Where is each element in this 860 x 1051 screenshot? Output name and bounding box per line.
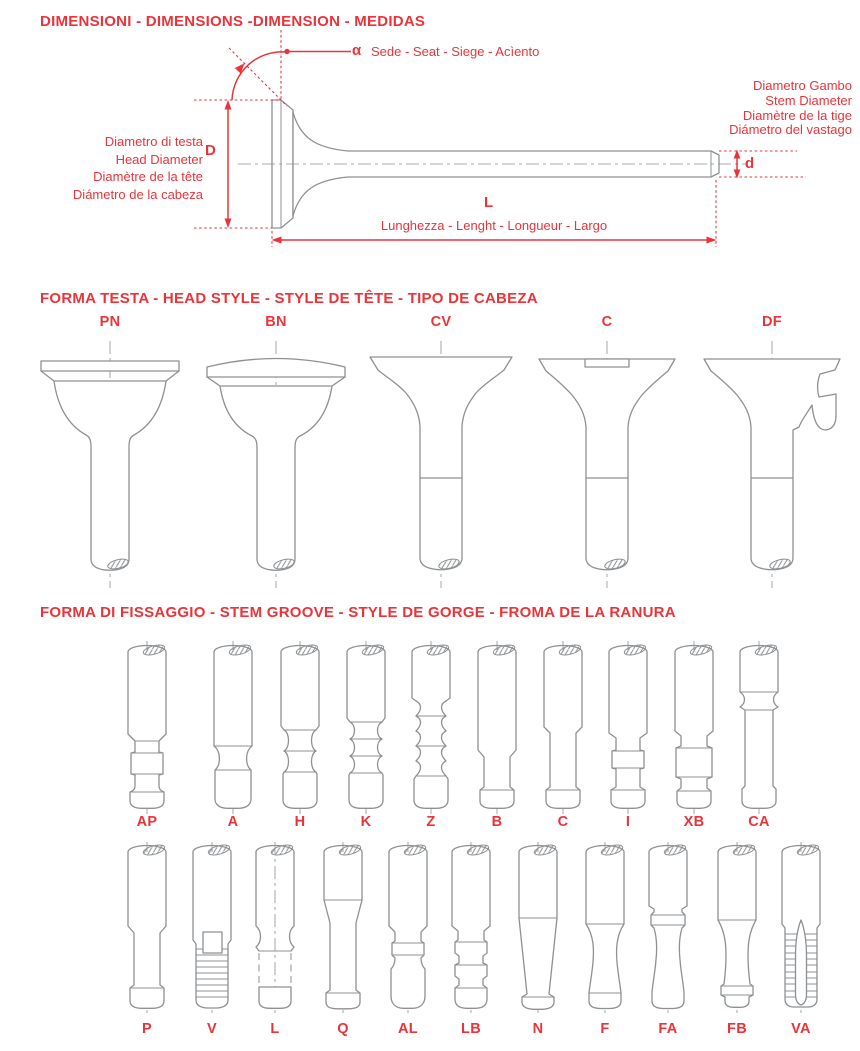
length-symbol: L <box>484 194 494 211</box>
leader-dot <box>284 49 289 54</box>
stem-groove-l-drawing <box>256 842 294 1013</box>
stem-groove-row1-drawings <box>0 638 860 820</box>
groove-label-ap: AP <box>136 814 158 830</box>
head-style-cv-drawing <box>370 341 512 588</box>
stem-groove-f-drawing <box>586 842 624 1013</box>
stem-groove-k-drawing <box>347 641 385 814</box>
stem-groove-ap-drawing <box>128 641 166 814</box>
stem-groove-h-drawing <box>281 641 319 814</box>
stem-groove-xb-drawing <box>675 641 713 814</box>
stem-diameter-line-fr: Diamètre de la tige <box>742 107 852 123</box>
groove-label-z: Z <box>426 814 436 830</box>
stem-groove-row2-drawings <box>0 838 860 1018</box>
stem-groove-ca-drawing <box>740 641 778 814</box>
center-point-cone <box>796 920 807 1005</box>
head-style-section-title: FORMA TESTA - HEAD STYLE - STYLE DE TÊTE - TIPO DE CABEZA <box>40 290 538 307</box>
groove-label-va: VA <box>791 1021 811 1037</box>
stem-diameter-label-block <box>729 79 852 138</box>
stem-groove-i-drawing <box>609 641 647 814</box>
stem-diameter-line-it: Diametro Gambo <box>753 78 852 93</box>
head-style-df-drawing <box>704 341 840 588</box>
head-diameter-line-fr: Diamètre de la tête <box>93 169 203 184</box>
head-style-label-cv: CV <box>430 314 452 330</box>
stem-groove-al-drawing <box>389 842 427 1013</box>
head-style-bn-drawing <box>207 341 345 588</box>
groove-label-xb: XB <box>683 814 705 830</box>
stem-diameter-line-en: Stem Diameter <box>765 92 852 108</box>
stem-groove-c-drawing <box>544 641 582 814</box>
head-style-label-c: C <box>601 314 613 330</box>
head-style-c-drawing <box>539 341 675 588</box>
stem-diameter-symbol: d <box>745 155 755 172</box>
groove-label-ca: CA <box>748 814 770 830</box>
length-label: Lunghezza - Lenght - Longueur - Largo <box>380 218 608 233</box>
stem-groove-v-drawing <box>193 842 231 1013</box>
head-diameter-line-it: Diametro di testa <box>104 134 203 149</box>
groove-label-a: A <box>227 814 239 830</box>
stem-groove-fb-drawing <box>718 842 756 1013</box>
groove-label-h: H <box>294 814 306 830</box>
head-recess-notch <box>585 359 629 367</box>
head-diameter-line-en: Head Diameter <box>115 151 203 167</box>
stem-diameter-line-es: Diámetro del vastago <box>729 122 852 138</box>
head-style-drawings <box>0 338 860 594</box>
groove-label-n: N <box>532 1021 544 1037</box>
groove-label-b: B <box>491 814 503 830</box>
groove-label-al: AL <box>398 1021 418 1037</box>
stem-groove-a-drawing <box>214 641 252 814</box>
head-style-label-df: DF <box>762 314 782 330</box>
stem-groove-section-title: FORMA DI FISSAGGIO - STEM GROOVE - STYLE DE GORGE - FROMA DE LA RANURA <box>40 604 676 621</box>
stem-groove-fa-drawing <box>649 842 687 1013</box>
groove-label-lb: LB <box>461 1021 481 1037</box>
groove-label-c: C <box>557 814 569 830</box>
alpha-symbol: α <box>352 42 362 59</box>
stem-groove-q-drawing <box>324 842 362 1013</box>
groove-label-f: F <box>600 1021 610 1037</box>
head-style-label-pn: PN <box>99 314 121 330</box>
head-style-label-bn: BN <box>265 314 287 330</box>
stem-groove-z-drawing <box>412 641 450 814</box>
groove-label-k: K <box>360 814 372 830</box>
groove-label-i: I <box>625 814 631 830</box>
head-style-pn-drawing <box>41 341 179 588</box>
stem-groove-n-drawing <box>519 842 557 1013</box>
stem-groove-b-drawing <box>478 641 516 814</box>
groove-label-l: L <box>270 1021 280 1037</box>
groove-label-p: P <box>142 1021 152 1037</box>
head-diameter-line-es: Diámetro de la cabeza <box>72 186 203 202</box>
stem-groove-lb-drawing <box>452 842 490 1013</box>
stem-groove-p-drawing <box>128 842 166 1013</box>
seat-label: Sede - Seat - Siege - Acìento <box>371 44 540 59</box>
groove-label-v: V <box>207 1021 217 1037</box>
stem-groove-va-drawing <box>782 842 820 1013</box>
thread-key-tab <box>203 932 222 953</box>
head-diameter-label-block <box>73 133 203 203</box>
dimensions-section-title: DIMENSIONI - DIMENSIONS -DIMENSION - MEDIDAS <box>40 13 426 30</box>
groove-label-q: Q <box>337 1021 349 1037</box>
head-diameter-symbol: D <box>205 142 216 159</box>
groove-label-fb: FB <box>727 1021 747 1037</box>
groove-label-fa: FA <box>658 1021 678 1037</box>
